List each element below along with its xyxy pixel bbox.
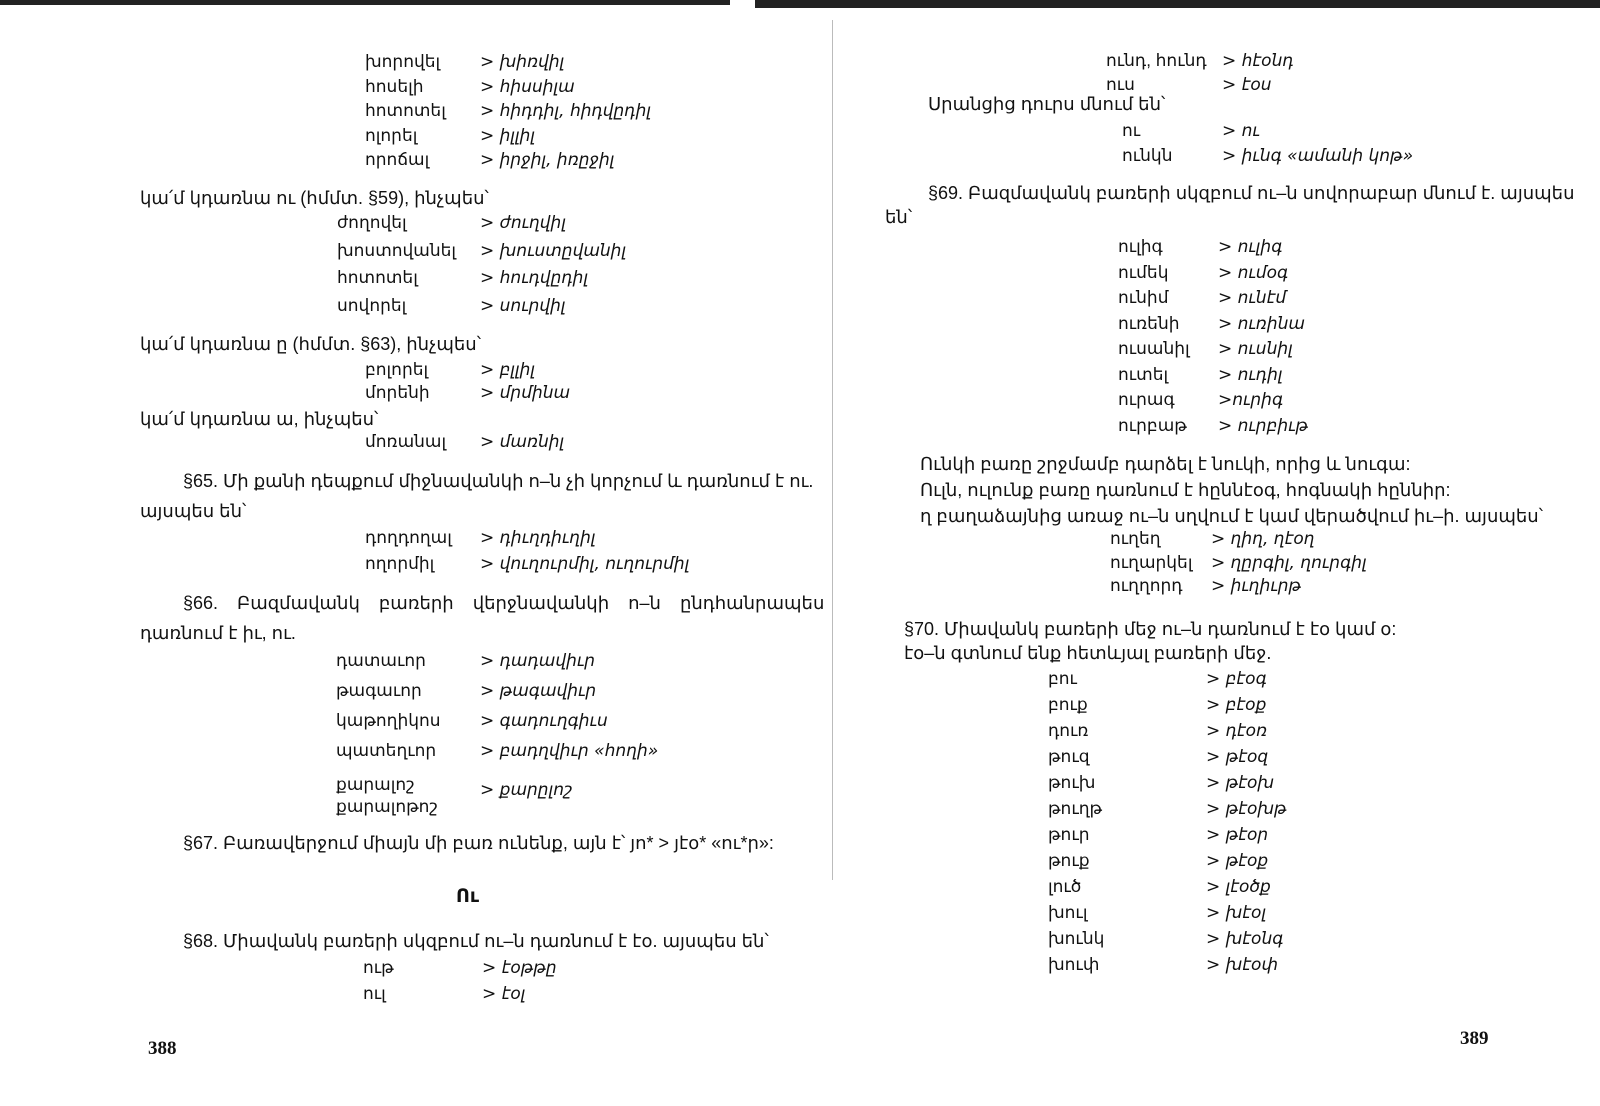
- dialect-form: > թէօխ: [1206, 773, 1275, 793]
- headword: ուսանիլ: [1118, 339, 1190, 358]
- section-heading: Ու: [456, 886, 479, 907]
- headword: դողդողալ: [365, 528, 452, 547]
- section-65-line-2: այսպես են՝: [140, 501, 247, 521]
- headword: ուղեղ: [1110, 529, 1161, 548]
- dialect-form: > քարըլոշ: [480, 780, 573, 800]
- dialect-form: > թագավիւր: [480, 681, 597, 701]
- dialect-form: > թէօխթ: [1206, 799, 1287, 819]
- headword: ուրբաթ: [1118, 415, 1187, 435]
- headword: թուզ: [1048, 747, 1090, 766]
- headword: ուղղորդ: [1110, 576, 1183, 595]
- dialect-form: > բլլիլ: [480, 360, 536, 380]
- headword: լուծ: [1048, 877, 1082, 896]
- headword: ուռենի: [1118, 313, 1180, 333]
- headword: դատաւոր: [336, 651, 426, 670]
- dialect-form: > ունէմ: [1218, 288, 1287, 308]
- dialect-form: > ուրբիւթ: [1218, 415, 1309, 436]
- dialect-form: > ումօգ: [1218, 262, 1289, 283]
- headword: բու: [1048, 669, 1077, 688]
- dialect-form: > ուլիգ: [1218, 237, 1283, 257]
- dialect-form: > խուստըվանիլ: [480, 240, 627, 261]
- dialect-form: > խէօփ: [1206, 955, 1279, 975]
- headword: քարալոթոշ: [336, 797, 438, 816]
- paragraph: Ունկի բառը շրջմամբ դարձել է նուկի, որից և նուգա:: [920, 454, 1411, 474]
- headword: թուխ: [1048, 773, 1096, 792]
- section-65-line-1: §65. Մի քանի դեպքում միջնավանկի ո–ն չի կորչում և դառնում է ու.: [183, 471, 814, 491]
- dialect-form: > սուրվիլ: [480, 295, 566, 316]
- headword: հոտոտել: [337, 268, 418, 287]
- dialect-form: > բէօք: [1206, 695, 1267, 715]
- headword: ունդ, հունդ: [1106, 51, 1207, 70]
- headword: ուրագ: [1118, 390, 1175, 409]
- dialect-form: > բէօգ: [1206, 669, 1267, 689]
- headword: մոռանալ: [365, 432, 447, 451]
- dialect-form: > խիռվիլ: [480, 52, 565, 72]
- paragraph: Սրանցից դուրս մնում են՝: [928, 94, 1166, 114]
- page-number: 388: [148, 1038, 177, 1059]
- headword: ուլիգ: [1118, 237, 1163, 256]
- dialect-form: > ղիղ, ղէօղ: [1211, 529, 1315, 549]
- dialect-form: > էօթթը: [482, 958, 557, 978]
- dialect-form: > դէօռ: [1206, 721, 1268, 741]
- headword: մորենի: [365, 383, 430, 402]
- dialect-form: > ու: [1222, 121, 1260, 141]
- paragraph: Ուլն, ուլունք բառը դառնում է հըննէօգ, հոգնակի հըննիր:: [920, 480, 1451, 500]
- dialect-form: > ղըրգիլ, ղուրգիլ: [1211, 552, 1367, 573]
- dialect-form: > էօլ: [482, 984, 526, 1004]
- headword: ուս: [1106, 75, 1135, 94]
- headword: թուղթ: [1048, 799, 1103, 818]
- headword: խոստովանել: [337, 240, 457, 260]
- dialect-form: > վուղուրմիլ, ուղուրմիլ: [480, 554, 690, 574]
- headword: ուղարկել: [1110, 552, 1193, 572]
- headword: բոլորել: [365, 360, 429, 379]
- dialect-form: > ժուղվիլ: [480, 213, 566, 233]
- book-spine: [832, 20, 833, 880]
- headword: ունկն: [1122, 146, 1173, 165]
- headword: քարալոշ: [336, 775, 415, 794]
- headword: որոճալ: [365, 150, 430, 169]
- paragraph: ղ բաղաձայնից առաջ ու–ն սղվում է կամ վերածվում իւ–ի. այսպես՝: [920, 506, 1543, 526]
- dialect-form: > էօս: [1222, 75, 1272, 95]
- paragraph: կա՛մ կդառնա ա, ինչպես՝: [140, 409, 379, 429]
- dialect-form: > հէօնդ: [1222, 51, 1294, 71]
- dialect-form: > իւղիւրթ: [1211, 576, 1302, 596]
- dialect-form: > լէօծք: [1206, 877, 1271, 897]
- section-70-line-1: §70. Միավանկ բառերի մեջ ու–ն դառնում է էօ կամ օ:: [904, 619, 1397, 639]
- headword: թագաւոր: [336, 681, 422, 700]
- headword: խուփ: [1048, 955, 1100, 974]
- dialect-form: > ուդիլ: [1218, 364, 1283, 385]
- dialect-form: > թէօզ: [1206, 747, 1269, 767]
- page-number: 389: [1460, 1028, 1489, 1049]
- dialect-form: > իւնգ «ամանի կոթ»: [1222, 146, 1414, 166]
- right-page: [838, 0, 1600, 1106]
- headword: ունիմ: [1118, 288, 1169, 307]
- headword: պատեղւոր: [336, 741, 437, 760]
- dialect-form: > ուսնիլ: [1218, 339, 1293, 359]
- dialect-form: > գադուղգիւս: [480, 711, 608, 731]
- dialect-form: > մառնիլ: [480, 432, 565, 452]
- paragraph: կա՛մ կդառնա ու (հմմտ. §59), ինչպես՝: [140, 188, 489, 208]
- headword: սովորել: [337, 295, 407, 315]
- dialect-form: > հիդդիլ, հիդվըդիլ: [480, 101, 651, 121]
- dialect-form: > թէօք: [1206, 851, 1269, 871]
- headword: հոսելի: [365, 76, 424, 96]
- headword: ժողովել: [337, 213, 407, 232]
- dialect-form: > դիւղդիւղիլ: [480, 528, 596, 548]
- headword: թուր: [1048, 825, 1090, 844]
- dialect-form: > իրջիլ, իռըջիլ: [480, 150, 615, 170]
- dialect-form: > հուդվըդիլ: [480, 268, 589, 288]
- headword: խուլ: [1048, 903, 1088, 922]
- headword: ուլ: [363, 984, 386, 1003]
- headword: ութ: [363, 958, 394, 977]
- section-66-line-1: §66. Բազմավանկ բառերի վերջնավանկի ո–ն ընդհանրապես: [183, 593, 825, 613]
- headword: ու: [1122, 121, 1141, 140]
- headword: հոտոտել: [365, 101, 446, 120]
- dialect-form: > իլլիլ: [480, 125, 536, 146]
- section-69-line-1: §69. Բազմավանկ բառերի սկզբում ու–ն սովորաբար մնում է. այսպես: [928, 183, 1575, 203]
- headword: ուտել: [1118, 364, 1169, 384]
- section-66-line-2: դառնում է իւ, ու.: [140, 623, 296, 643]
- section-68: §68. Միավանկ բառերի սկզբում ու–ն դառնում է էօ. այսպես են՝: [183, 931, 769, 951]
- dialect-form: > խէօլ: [1206, 903, 1267, 923]
- dialect-form: > հիսսիլա: [480, 76, 575, 97]
- paragraph: կա՛մ կդառնա ը (հմմտ. §63), ինչպես՝: [140, 334, 481, 354]
- headword: դուռ: [1048, 721, 1089, 740]
- dialect-form: > խէօնգ: [1206, 929, 1284, 949]
- section-69-line-2: են՝: [885, 207, 913, 227]
- headword: թուք: [1048, 851, 1090, 870]
- section-67: §67. Բառավերջում միայն մի բառ ունենք, այն է՝ յո* > յէօ* «ու*ր»:: [183, 833, 774, 853]
- dialect-form: > թէօր: [1206, 825, 1269, 845]
- headword: կաթողիկոս: [336, 711, 441, 730]
- dialect-form: >ուրիգ: [1218, 390, 1284, 410]
- headword: բուք: [1048, 695, 1088, 714]
- section-70-line-2: էօ–ն գտնում ենք հետևյալ բառերի մեջ.: [904, 643, 1272, 663]
- dialect-form: > ուռինա: [1218, 313, 1305, 334]
- headword: խորովել: [365, 52, 441, 71]
- dialect-form: > դադավիւր: [480, 651, 596, 671]
- dialect-form: > բադղվիւր «հողի»: [480, 741, 659, 761]
- headword: ոլորել: [365, 125, 418, 145]
- headword: ումեկ: [1118, 262, 1169, 282]
- headword: ողորմիլ: [365, 554, 435, 573]
- headword: խունկ: [1048, 929, 1105, 948]
- dialect-form: > մրմինա: [480, 383, 571, 403]
